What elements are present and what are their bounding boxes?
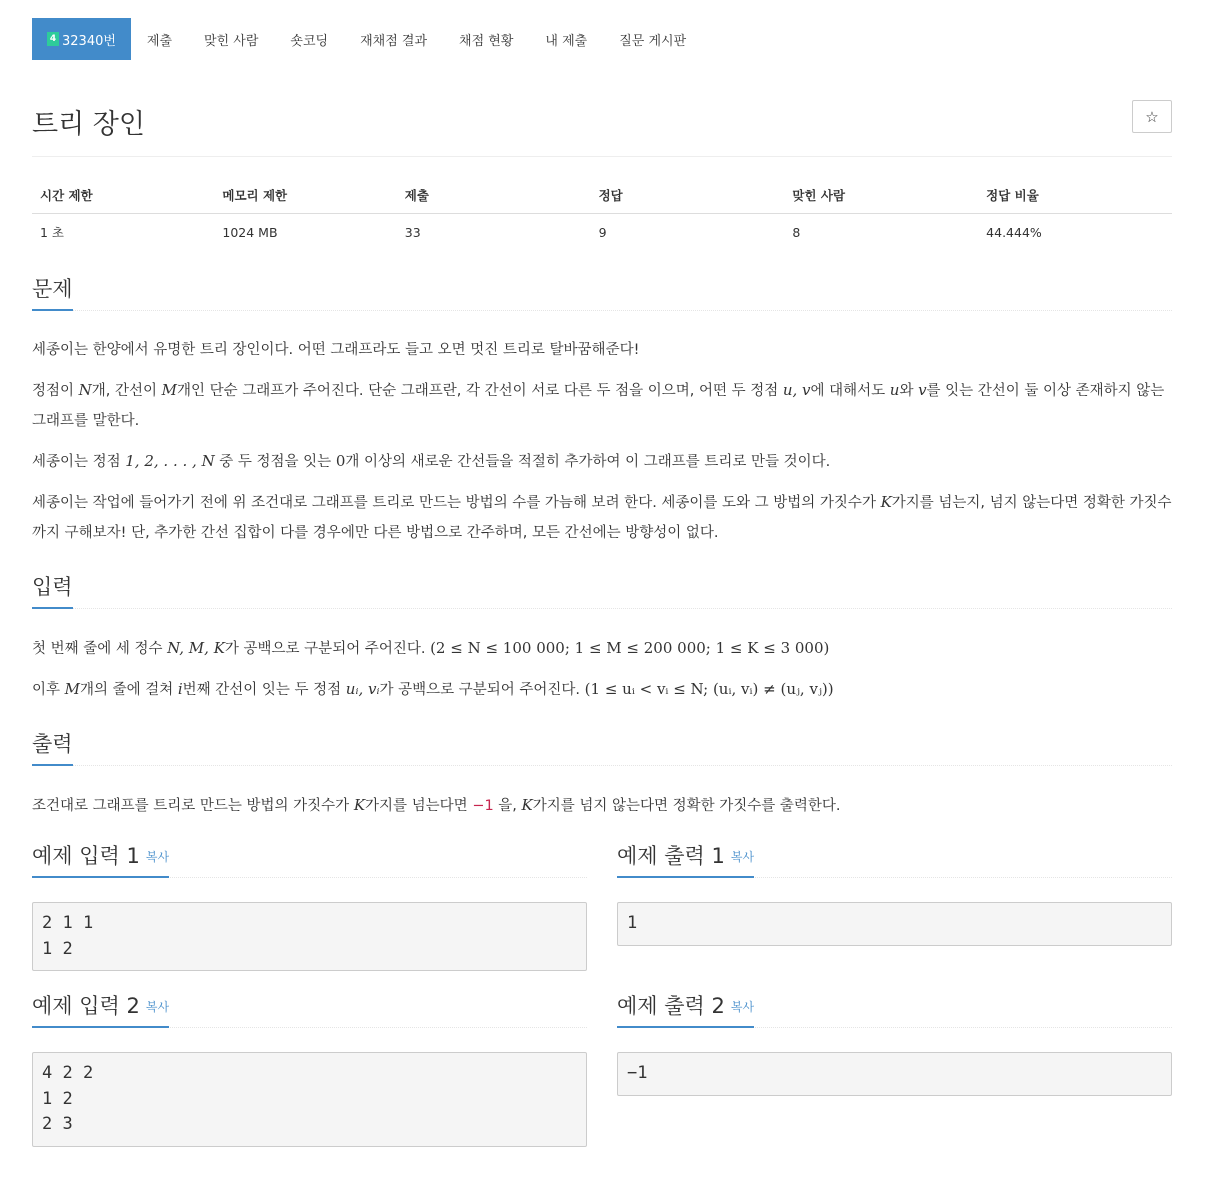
sample-output-2-heading: [617, 990, 754, 1028]
text-segment: 개인 단순 그래프가 주어진다. 단순 그래프란, 각 간선이 서로 다른 두 점을 이으며, 어떤 두 정점: [176, 383, 783, 399]
stats-value-row: [32, 214, 1172, 251]
problem-nav: [32, 18, 1172, 60]
stats-accepted: 9: [598, 224, 607, 240]
output-heading-text: 출력: [32, 732, 73, 756]
text-segment: 세종이는 정점: [32, 454, 126, 470]
stats-header-ratio: 정답 비율: [978, 177, 1172, 214]
input-section-head: [32, 570, 1172, 609]
text-segment: 개, 간선이: [91, 383, 162, 399]
tier-badge-icon: 4: [47, 32, 59, 46]
sample-output-1: [617, 821, 1172, 971]
math-var: N: [78, 381, 92, 399]
sample-input-1-title: 예제 입력 1: [32, 844, 140, 868]
text-segment: 를 잇는 간선이 둘 이상 존재하지 않는 그래프를 말한다.: [32, 383, 1165, 429]
copy-sample-input-2-button[interactable]: 복사: [145, 1000, 170, 1014]
stats-header-submissions: 제출: [397, 177, 591, 214]
problem-section-head: [32, 272, 1172, 311]
text-segment: 에 대해서도: [810, 383, 890, 399]
stats-submissions: 33: [404, 224, 421, 240]
math-var: v: [918, 381, 927, 399]
sample-input-2: [32, 971, 587, 1147]
tab-status[interactable]: 채점 현황: [459, 33, 514, 49]
negative-one-code: −1: [472, 798, 494, 814]
stats-header-solved-users: 맞힌 사람: [784, 177, 978, 214]
math-var: N, M, K: [167, 639, 225, 657]
sample-input-2-content: 4 2 2 1 2 2 3: [32, 1052, 587, 1147]
sample-input-2-title: 예제 입력 2: [32, 994, 140, 1018]
text-segment: 가지를 넘는지, 넘지 않는다면 정확한 가짓수까지 구해보자! 단, 추가한 간선 집합이 다를 경우에만 다른 방법으로 간주하며, 모든 간선에는 방향성이 없다.: [32, 495, 1172, 541]
text-segment: 번째 간선이 잇는 두 정점: [182, 682, 346, 698]
math-var: M: [161, 381, 177, 399]
problem-heading: [32, 273, 73, 311]
stats-header-time-limit: 시간 제한: [32, 177, 214, 214]
problem-paragraph-3: [32, 446, 1172, 477]
sample-output-2-title: 예제 출력 2: [617, 994, 725, 1018]
text-segment: 가지를 넘는다면: [365, 798, 473, 814]
text-segment: 첫 번째 줄에 세 정수: [32, 641, 168, 657]
input-heading: [32, 571, 73, 609]
input-line-1: [32, 633, 1172, 664]
copy-sample-output-1-button[interactable]: 복사: [730, 850, 755, 864]
math-var: i: [177, 680, 183, 698]
title-row: [32, 100, 1172, 157]
text-segment: 개의 줄에 걸쳐: [79, 682, 178, 698]
tab-short-coding[interactable]: 숏코딩: [290, 33, 329, 49]
problem-paragraph-4: [32, 487, 1172, 548]
math-var: K: [353, 796, 366, 814]
text-segment: 세종이는 작업에 들어가기 전에 위 조건대로 그래프를 트리로 만드는 방법의 수를 가늠해 보려 한다. 세종이를 도와 그 방법의 가짓수가: [32, 495, 881, 511]
math-var: (1 ≤ uᵢ < vᵢ ≤ N; (uᵢ, vᵢ) ≠ (uⱼ, vⱼ)): [584, 680, 834, 698]
problem-heading-text: 문제: [32, 277, 73, 301]
problem-paragraph-2: [32, 375, 1172, 436]
favorite-button[interactable]: [1132, 100, 1172, 133]
text-segment: 조건대로 그래프를 트리로 만드는 방법의 가짓수가: [32, 798, 354, 814]
sample-output-2-head: [617, 989, 1172, 1028]
tab-solved-users[interactable]: 맞힌 사람: [204, 33, 259, 49]
sample-input-1-heading: [32, 840, 169, 878]
math-var: 0: [335, 452, 346, 470]
math-var: K: [521, 796, 533, 814]
math-var: (2 ≤ N ≤ 100 000; 1 ≤ M ≤ 200 000; 1 ≤ K ≤ 3 000): [430, 639, 830, 657]
math-var: 1, 2, . . . , N: [125, 452, 215, 470]
text-segment: 을,: [493, 798, 522, 814]
copy-sample-output-2-button[interactable]: 복사: [730, 1000, 755, 1014]
input-line-2: [32, 674, 1172, 705]
text-segment: 가 공백으로 구분되어 주어진다.: [224, 641, 431, 657]
copy-sample-input-1-button[interactable]: 복사: [145, 850, 170, 864]
stats-header-row: [32, 177, 1172, 214]
sample-input-1-content: 2 1 1 1 2: [32, 902, 587, 971]
stats-header-memory-limit: 메모리 제한: [214, 177, 396, 214]
sample-output-1-head: [617, 839, 1172, 878]
tab-rejudge-results[interactable]: 재채점 결과: [360, 33, 428, 49]
sample-input-2-heading: [32, 990, 169, 1028]
sample-output-1-heading: [617, 840, 754, 878]
text-segment: 정점이: [32, 383, 79, 399]
sample-output-1-content: 1: [617, 902, 1172, 946]
stats-header-accepted: 정답: [591, 177, 785, 214]
math-var: uᵢ, vᵢ: [345, 680, 380, 698]
math-var: u: [889, 381, 900, 399]
sample-output-2: [617, 971, 1172, 1147]
tab-submit[interactable]: 제출: [146, 33, 173, 49]
sample-output-1-title: 예제 출력 1: [617, 844, 725, 868]
problem-title: 트리 장인: [32, 109, 145, 140]
stats-solved-users: 8: [792, 224, 801, 240]
sample-input-2-head: [32, 989, 587, 1028]
output-section-head: [32, 727, 1172, 766]
text-segment: 중 두 정점을 잇는: [214, 454, 336, 470]
problem-page: [32, 18, 1172, 1147]
star-icon: ☆: [1145, 107, 1159, 126]
math-var: u, v: [782, 381, 811, 399]
input-heading-text: 입력: [32, 575, 73, 599]
text-segment: 가 공백으로 구분되어 주어진다.: [379, 682, 585, 698]
sample-output-2-content: −1: [617, 1052, 1172, 1096]
text-segment: 가지를 넘지 않는다면 정확한 가짓수를 출력한다.: [532, 798, 841, 814]
output-heading: [32, 728, 73, 766]
output-description: [32, 790, 1172, 821]
stats-time-limit: 1 초: [40, 225, 65, 240]
tab-my-submissions[interactable]: 내 제출: [545, 33, 588, 49]
samples-row-2: [32, 971, 1172, 1147]
tab-problem-number[interactable]: [32, 18, 131, 60]
tab-qna-board[interactable]: 질문 게시판: [619, 33, 687, 49]
sample-input-1-head: [32, 839, 587, 878]
stats-ratio: 44.444%: [986, 224, 1042, 240]
text-segment: 와: [899, 383, 919, 399]
stats-memory-limit: 1024 MB: [222, 224, 278, 240]
problem-number-label: 32340번: [62, 33, 116, 49]
text-segment: 이후: [32, 682, 65, 698]
math-var: K: [880, 493, 892, 511]
math-var: M: [64, 680, 80, 698]
problem-stats-table: [32, 177, 1172, 250]
problem-paragraph-1: 세종이는 한양에서 유명한 트리 장인이다. 어떤 그래프라도 들고 오면 멋진 트리로 탈바꿈해준다!: [32, 342, 640, 358]
text-segment: 개 이상의 새로운 간선들을 적절히 추가하여 이 그래프를 트리로 만들 것이다.: [345, 454, 831, 470]
sample-input-1: [32, 821, 587, 971]
samples-row-1: [32, 821, 1172, 971]
